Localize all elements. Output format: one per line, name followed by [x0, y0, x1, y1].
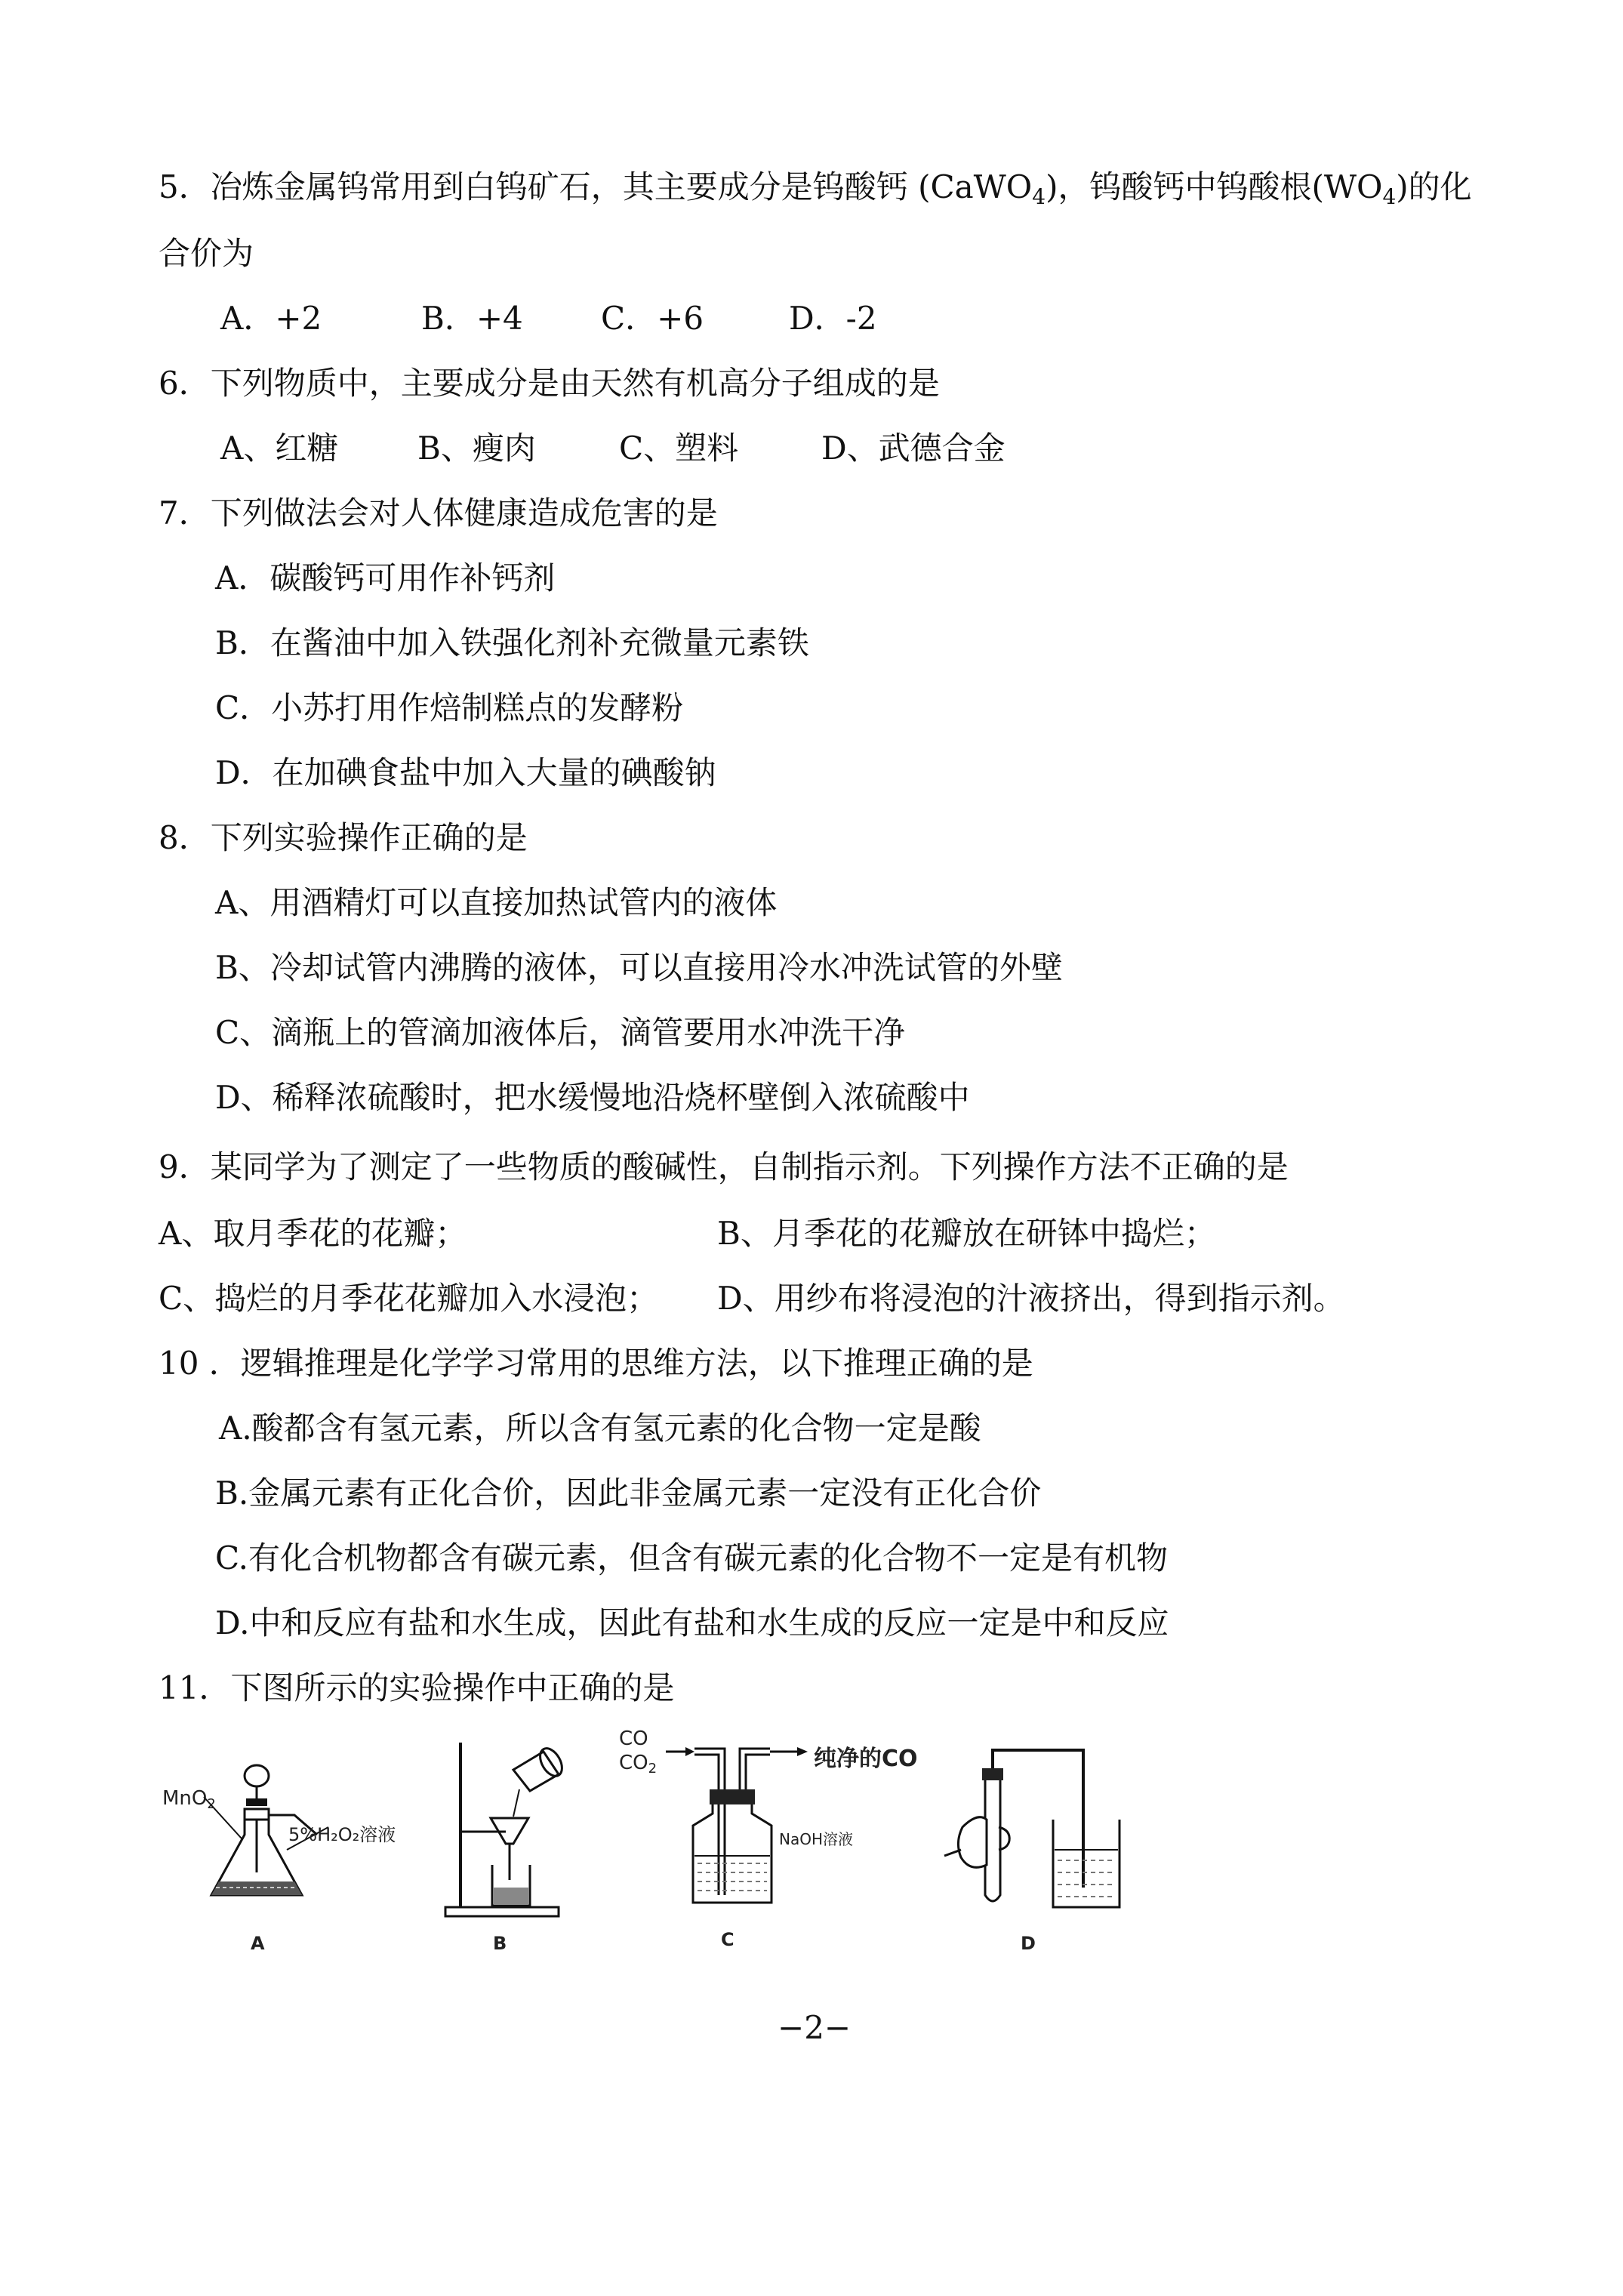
- page-number: −2−: [778, 2009, 852, 2046]
- q9-option-a: A、取月季花的花瓣；: [159, 1215, 467, 1252]
- q5-option-c: C．+6: [601, 300, 704, 337]
- figure-d-label: D: [1021, 1933, 1036, 1954]
- figure-d-airtight-check: [940, 1737, 1144, 1925]
- figure-c-inlet-co: CO: [619, 1727, 648, 1750]
- q6-option-a: A、红糖: [220, 430, 339, 467]
- q10-option-d: D.中和反应有盐和水生成，因此有盐和水生成的反应一定是中和反应: [215, 1604, 1169, 1641]
- q8-option-a: A、用酒精灯可以直接加热试管内的液体: [215, 884, 778, 921]
- q10-option-b: B.金属元素有正化合价，因此非金属元素一定没有正化合价: [215, 1475, 1042, 1512]
- figure-a-reagent-mno2: MnO$_2$: [162, 1787, 216, 1812]
- q8-option-d: D、稀释浓硫酸时，把水缓慢地沿烧杯壁倒入浓硫酸中: [215, 1079, 970, 1116]
- figure-c-label: C: [721, 1929, 735, 1950]
- q10-option-c: C.有化合机物都含有碳元素，但含有碳元素的化合物不一定是有机物: [215, 1539, 1168, 1576]
- q8-option-b: B、冷却试管内沸腾的液体，可以直接用冷水冲洗试管的外壁: [215, 949, 1063, 986]
- q5-option-d: D．-2: [789, 300, 877, 337]
- q6-stem: 6．下列物质中，主要成分是由天然有机高分子组成的是: [159, 365, 940, 402]
- figure-a-label: A: [251, 1933, 265, 1954]
- q5-stem-line1: 5．冶炼金属钨常用到白钨矿石，其主要成分是钨酸钙 (CaWO$_4$)，钨酸钙中钨酸根$(WO_4)$的化: [159, 168, 1472, 209]
- figure-c-outlet-pure-co: 纯净的CO: [814, 1746, 918, 1772]
- q10-option-a: A.酸都含有氢元素，所以含有氢元素的化合物一定是酸: [219, 1410, 981, 1447]
- q7-option-d: D．在加碘食盐中加入大量的碘酸钠: [215, 754, 716, 791]
- figure-a-reagent-h2o2: 5%H₂O₂溶液: [288, 1824, 396, 1845]
- q7-option-c: C．小苏打用作焙制糕点的发酵粉: [215, 689, 684, 726]
- figure-b-label: B: [493, 1933, 507, 1954]
- q5-option-b: B．+4: [421, 300, 523, 337]
- q9-option-b: B、月季花的花瓣放在研钵中捣烂；: [717, 1215, 1216, 1252]
- q5-option-a: A．+2: [220, 300, 322, 337]
- q7-stem: 7．下列做法会对人体健康造成危害的是: [159, 495, 718, 532]
- q6-option-c: C、塑料: [619, 430, 739, 467]
- q11-stem: 11．下图所示的实验操作中正确的是: [159, 1669, 675, 1706]
- figure-c-inlet-co2: $CO_2$: [619, 1752, 658, 1777]
- q6-option-b: B、瘦肉: [417, 430, 536, 467]
- figure-b-filtration: [438, 1737, 596, 1925]
- q10-stem: 10 ．逻辑推理是化学学习常用的思维方法，以下推理正确的是: [159, 1345, 1033, 1382]
- q6-option-d: D、武德合金: [821, 430, 1006, 467]
- q7-option-b: B．在酱油中加入铁强化剂补充微量元素铁: [215, 624, 809, 661]
- q5-stem-line2: 合价为: [159, 235, 254, 272]
- figure-c-naoh-solution: NaOH溶液: [779, 1830, 853, 1848]
- q7-option-a: A．碳酸钙可用作补钙剂: [215, 559, 556, 596]
- q9-stem: 9．某同学为了测定了一些物质的酸碱性，自制指示剂。下列操作方法不正确的是: [159, 1148, 1289, 1185]
- q9-option-c: C、捣烂的月季花花瓣加入水浸泡；: [159, 1280, 659, 1317]
- q9-option-d: D、用纱布将浸泡的汁液挤出，得到指示剂。: [717, 1280, 1345, 1317]
- q8-option-c: C、滴瓶上的管滴加液体后，滴管要用水冲洗干净: [215, 1014, 906, 1051]
- q8-stem: 8．下列实验操作正确的是: [159, 819, 528, 856]
